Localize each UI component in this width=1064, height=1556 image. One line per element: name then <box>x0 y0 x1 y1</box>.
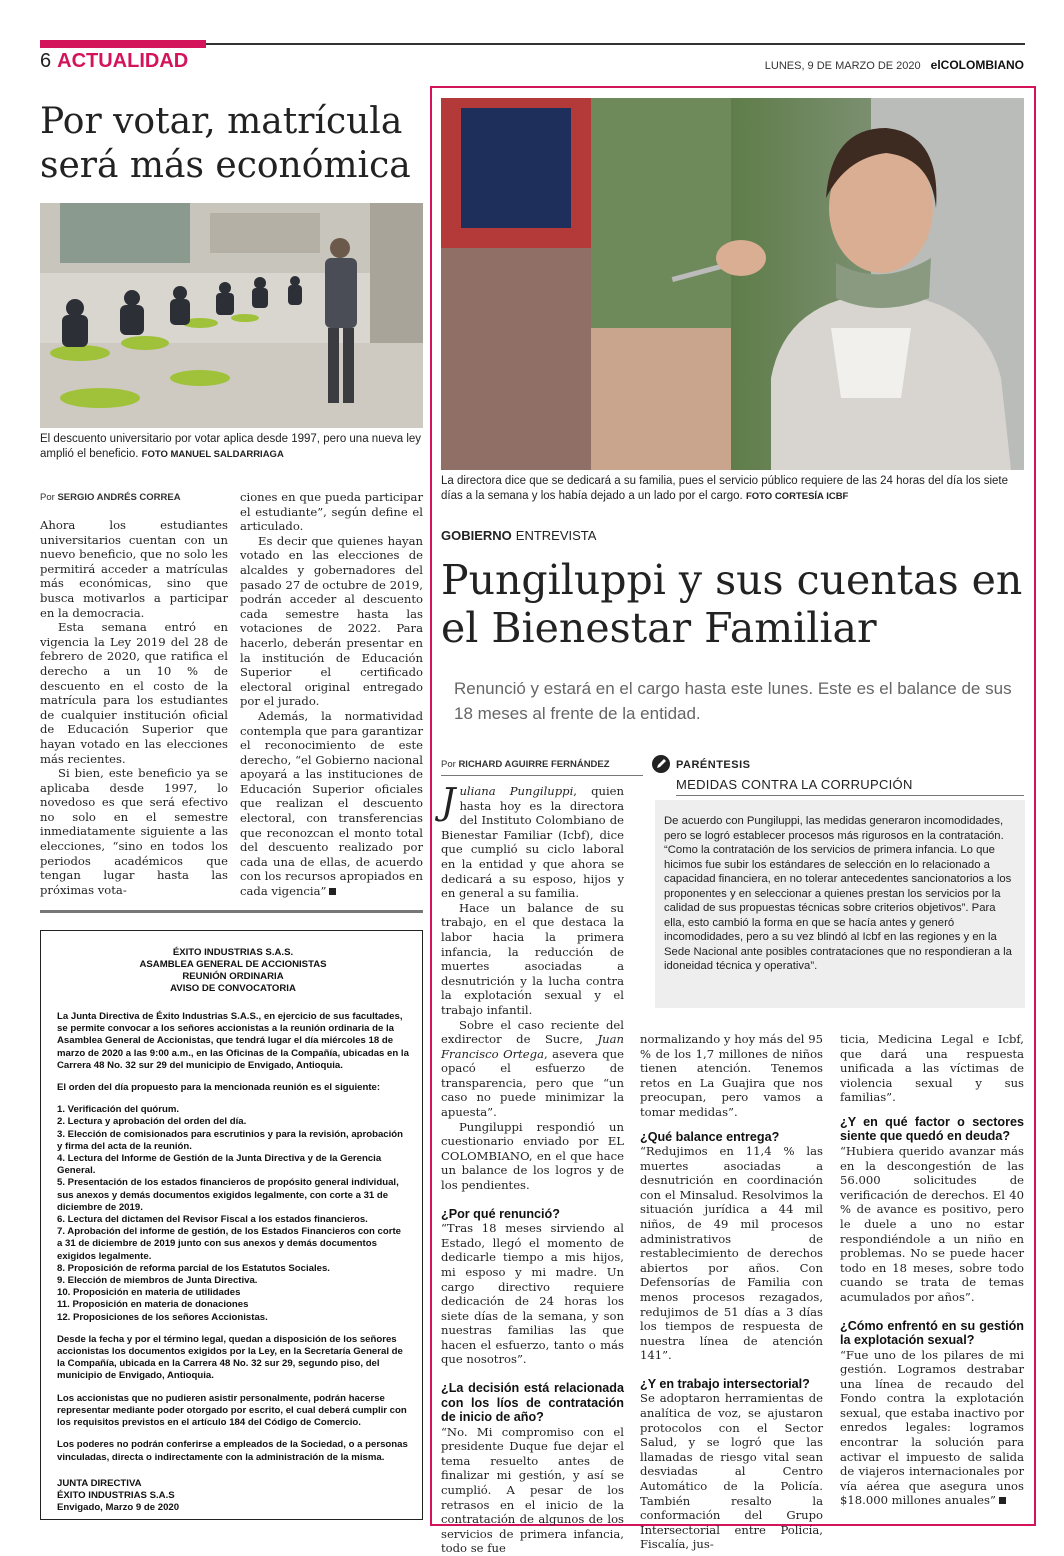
paragraph-text: Sobre el caso reciente del exdirector de Sucre, <box>441 1017 624 1047</box>
feature-col-3 <box>840 1032 1024 1508</box>
section-name: ACTUALIDAD <box>57 50 189 72</box>
ad-agenda-list <box>57 1104 409 1324</box>
ad-paragraph: Los accionistas que no pudieren asistir personalmente, podrán hacerse representar mediante poder otorgado por escrito, el cual deberá cumplir con los requisitos previstos en el artículo 184 del Código de Comercio. <box>57 1392 407 1429</box>
paragraph: Si bien, este beneficio ya se aplicaba desde 1997, lo novedoso es que será efectivo no solo en el semestre inmediatamente siguiente a las elecciones, “sino en todos los periodos académicos que tengan lugar hasta las próximas vota- <box>40 766 228 897</box>
byline-rule <box>441 775 643 776</box>
signature-line: Envigado, Marzo 9 de 2020 <box>57 1502 180 1514</box>
agenda-item: 3. Elección de comisionados para escrutinios y para la revisión, aprobación y firma del acta de la reunión. <box>57 1128 404 1152</box>
ad-signature <box>57 1478 409 1515</box>
ad-title-line: ASAMBLEA GENERAL DE ACCIONISTAS <box>139 959 327 970</box>
paragraph: ciones en que pueda participar el estudiante”, según define el articulado. <box>240 490 423 534</box>
agenda-item: 11. Proposición en materia de donaciones <box>57 1299 249 1311</box>
ad-title-line: ÉXITO INDUSTRIAS S.A.S. <box>172 947 294 958</box>
agenda-item: 5. Presentación de los estados financieros de propósito general individual, sus anexos y demás documentos exigidos legalmente, con corte a 31 de diciembre de 2019. <box>57 1177 399 1213</box>
left-article-col-2 <box>240 490 423 899</box>
agenda-item: 7. Aprobación del informe de gestión, de los Estados Financieros con corte a 31 de diciembre de 2019 junto con sus anexos y demás documentos exigidos legalmente. <box>57 1226 402 1262</box>
page-number: 6 <box>40 50 52 72</box>
agenda-item: 9. Elección de miembros de Junta Directiva. <box>57 1275 258 1287</box>
section-label <box>40 50 188 73</box>
ad-paragraph: Los poderes no podrán conferirse a empleados de la Sociedad, o a personas vinculadas, directa o indirectamente con la administración de la misma. <box>57 1439 408 1463</box>
paragraph: Es decir que quienes hayan votado en las elecciones de alcaldes y gobernadores del pasado 27 de octubre de 2019, podrán acceder al descuento cada semestre hasta las votaciones de 2022. Para hacerlo, deberán presentar en la institución de Educación Superior el certificado electoral original entregado por el jurado. <box>240 533 423 709</box>
pencil-icon <box>652 755 670 773</box>
paragraph-text: Además, la normatividad contempla que para garantizar el reconocimiento de este derecho, “el Gobierno nacional apoyará a las instituciones de Educación Superior oficiales que realizan el descuento electoral, con transferencias que reconozcan el monto total del descuento realizado por cada una de ellas, de acuerdo con los recursos apropiados en cada vigencia” <box>240 708 423 899</box>
kicker-type: ENTREVISTA <box>515 528 597 543</box>
author-name: RICHARD AGUIRRE FERNÁNDEZ <box>458 759 610 770</box>
byline-prefix: Por <box>441 759 456 770</box>
parentesis-title: MEDIDAS CONTRA LA CORRUPCIÓN <box>676 777 1024 796</box>
caption-text: La directora dice que se dedicará a su familia, pues el servicio público requiere de las 24 horas del día los siete días a la semana y los había dejado a un lado por el cargo. <box>441 475 1009 502</box>
ad-agenda-intro: El orden del día propuesto para la mencionada reunión es el siguiente: <box>57 1082 381 1094</box>
question-heading: ¿Y en qué factor o sectores siente que quedó en deuda? <box>840 1114 1024 1144</box>
left-headline: Por votar, matrícula será más económica <box>40 101 411 186</box>
agenda-item: 6. Lectura del dictamen del Revisor Fiscal a los estados financieros. <box>57 1214 368 1226</box>
paragraph <box>441 1018 624 1120</box>
agenda-item: 2. Lectura y aprobación del orden del día. <box>57 1116 247 1128</box>
question-heading: ¿Cómo enfrentó en su gestión la explotación sexual? <box>840 1318 1024 1347</box>
author-name: SERGIO ANDRÉS CORREA <box>57 492 181 503</box>
answer: Se adoptaron herramientas de analítica de voz, se ajustaron protocolos con el Sector Salud, y se logró que las llamadas de riesgo vital sean desviadas al Centro Automático de la Policía. También resalto la conformación del Grupo Intersectorial entre Policía, Fiscalía, jus- <box>640 1391 823 1552</box>
paragraph: Ahora los estudiantes universitarios cuentan con un nuevo beneficio, que no solo les permitirá acceder a matrículas más económicas, sino que busca motivarlos a participar en la democracia. <box>40 518 228 620</box>
section-accent-bar <box>40 40 206 48</box>
question-heading: ¿Y en trabajo intersectorial? <box>640 1376 810 1391</box>
paragraph <box>240 709 423 899</box>
ad-title <box>57 947 409 995</box>
parentesis-label: PARÉNTESIS <box>676 759 751 771</box>
masthead <box>765 58 1024 72</box>
newspaper-brand: elCOLOMBIANO <box>930 58 1024 72</box>
question-heading: ¿Qué balance entrega? <box>640 1129 780 1144</box>
answer <box>840 1348 1024 1509</box>
answer-continued: ticia, Medicina Legal e Icbf, que dará una respuesta unificada a las víctimas de violencia sexual y sus familias”. <box>840 1032 1024 1105</box>
ad-intro: La Junta Directiva de Éxito Industrias S.A.S., en ejercicio de sus facultades, se permite convocar a los señores accionistas a la reunión ordinaria de la Asamblea General de Accionistas, que tendrá lugar el día miércoles 18 de marzo de 2020 a las 9:00 a.m., en las Oficinas de la Compañía, ubicadas en la Carrera 48 No. 32 sur 29 del municipio de Envigado, Antioquia. <box>57 1011 409 1071</box>
left-photo-caption <box>40 432 425 462</box>
lead-name: uliana Pungiluppi <box>459 784 574 798</box>
person-name: Juan Francisco Ortega <box>441 1032 624 1061</box>
end-mark-icon <box>999 1497 1006 1504</box>
agenda-item: 1. Verificación del quórum. <box>57 1104 180 1116</box>
signature-line: JUNTA DIRECTIVA <box>57 1477 142 1489</box>
ad-title-line: REUNIÓN ORDINARIA <box>182 971 284 982</box>
feature-kicker <box>441 528 596 543</box>
byline-prefix: Por <box>40 492 55 503</box>
agenda-item: 12. Proposiciones de los señores Accionistas. <box>57 1311 268 1323</box>
agenda-item: 8. Proposición de reforma parcial de los Estatutos Sociales. <box>57 1262 330 1274</box>
lead-text: , quien hasta hoy es la directora del Instituto Colombiano de Bienestar Familiar (Icbf), dice que cumplió su ciclo laboral en la entidad y que ahora se dedicará a su esposo, hijos y en general a su familia. <box>441 784 624 901</box>
director-portrait-photo <box>441 98 1024 470</box>
signature-line: ÉXITO INDUSTRIAS S.A.S <box>57 1489 175 1501</box>
paragraph: Hace un balance de su trabajo, en el que destaca la labor hacia la primera infancia, la reducción de muertes asociadas a desnutrición y la lucha contra la explotación sexual y el trabajo infantil. <box>441 900 624 1017</box>
answer-continued: normalizando y hoy más del 95 % de los 1,7 millones de niños tienen atención. Tenemos retos en La Guajira que nos preocupan, pero vamos a tomar medidas”. <box>640 1032 823 1119</box>
kicker-section: GOBIERNO <box>441 528 512 543</box>
answer-text: “Fue uno de los pilares de mi gestión. Logramos destrabar una línea de recaudo del Fondo contra la explotación sexual, que estaba inactivo por enredos legales: logramos encontrar la solución para activar el impuesto de salida de viajeros internacionales por vía aérea que asegura unos $18.000 millones anuales” <box>840 1347 1024 1508</box>
paragraph-text: , asevera que opacó el esfuerzo de transparencia, pero que “un caso no puede minimizar la apuesta”. <box>441 1046 624 1120</box>
drop-cap: J <box>441 782 456 823</box>
question-heading: ¿La decisión está relacionada con los líos de contratación de inicio de año? <box>441 1381 624 1425</box>
agenda-item: 4. Lectura del Informe de Gestión de la Junta Directiva y de la Gerencia General. <box>57 1153 382 1177</box>
end-mark-icon <box>329 888 336 895</box>
photo-credit: FOTO MANUEL SALDARRIAGA <box>141 449 284 460</box>
issue-date: LUNES, 9 DE MARZO DE 2020 <box>764 60 921 72</box>
answer: “Tras 18 meses sirviendo al Estado, llegó el momento de dedicarle tiempo a mis hijos, mi esposo y mi madre. Un cargo directivo requiere dedicación de 24 horas los siete días de la semana, y son nuestras familias las que hacen el esfuerzo, tanto o más que nosotros”. <box>441 1221 624 1367</box>
feature-col-2 <box>640 1032 823 1552</box>
left-byline <box>40 492 181 503</box>
parentesis-text: De acuerdo con Pungiluppi, las medidas generaron incomodidades, pero se logró establecer procesos más rigurosos en la contratación. “Como la contratación de los servicios de primera infancia. Lo que hicimos fue subir los estándares de selección en lo relacionado a capacidad financiera, en no tolerar antecedentes sancionatorios a los proponentes y en seleccionar a quienes prestan los servicios por la calidad de sus propuestas técnicas sobre criterios objetivos”. Para ella, esto cambió la forma en que se hacía antes y generó incomodidades, pero a su vez blindó al Icbf en las regiones y en la Sede Nacional ante posibles contrataciones que no respondieran a la idoneidad técnica y operativa”. <box>664 815 1012 972</box>
classroom-photo <box>40 203 423 428</box>
agenda-item: 10. Proposición en materia de utilidades <box>57 1287 241 1299</box>
feature-headline: Pungiluppi y sus cuentas en el Bienestar Familiar <box>441 556 1023 652</box>
lead-paragraph <box>441 784 624 901</box>
answer: “No. Mi compromiso con el presidente Duque fue dejar el tema resuelto antes de finalizar mi gestión, y así se cumplió. A pesar de los retrasos en el inicio de la contratación de algunos de los servicios de primera infancia, todo se fue <box>441 1424 624 1556</box>
ad-title-line: AVISO DE CONVOCATORIA <box>170 983 296 994</box>
photo-credit: FOTO CORTESÍA ICBF <box>745 490 849 502</box>
feature-deck: Renunció y estará en el cargo hasta este lunes. Este es el balance de sus 18 meses al frente de la entidad. <box>454 679 1012 723</box>
paragraph: Esta semana entró en vigencia la Ley 2019 del 28 de febrero de 2020, que ratifica el derecho a un 10 % de descuento en el costo de la matrícula para los estudiantes de cualquier institución oficial de Educación Superior que hayan votado en las elecciones más recientes. <box>40 620 228 766</box>
left-separator-rule <box>40 910 423 913</box>
question-heading: ¿Por qué renunció? <box>441 1206 560 1221</box>
left-article-col-1 <box>40 518 228 897</box>
answer: “Redujimos en 11,4 % las muertes asociadas a desnutrición en coordinación con el Minsalud. Resolvimos la situación jurídica a 44 mil niños, de 49 mil procesos administrativos de restablecimiento de derechos abiertos por años. Con Defensorías de Familia con menos procesos rezagados, redujimos de 51 días a 3 días los tiempos de respuesta de nuestra línea de atención 141”. <box>640 1144 823 1363</box>
answer: “Hubiera querido avanzar más en la descongestión de las 56.000 solicitudes de verificación de derechos. El 40 % de avance es positivo, pero le duele a uno no estar respondiéndole a un niño en problemas. No se puede hacer todo en 18 meses, sobre todo cuando se trata de temas acumulados por años”. <box>840 1143 1024 1304</box>
shareholders-notice-ad <box>40 930 423 1520</box>
caption-text: El descuento universitario por votar aplica desde 1997, pero una nueva ley amplió el beneficio. <box>40 433 422 460</box>
feature-byline <box>441 759 610 770</box>
ad-paragraph: Desde la fecha y por el término legal, quedan a disposición de los señores accionistas los documentos exigidos por la Ley, en la Secretaría General de la Compañía, ubicada en la Carrera 48 No. 32 sur 29, segundo piso, del municipio de Envigado, Antioquia. <box>57 1333 403 1382</box>
feature-photo-caption <box>441 474 1026 504</box>
paragraph: Pungiluppi respondió un cuestionario enviado por EL COLOMBIANO, en el que hace un balance de los logros y de los pendientes. <box>441 1119 624 1193</box>
feature-col-1 <box>441 784 624 1556</box>
